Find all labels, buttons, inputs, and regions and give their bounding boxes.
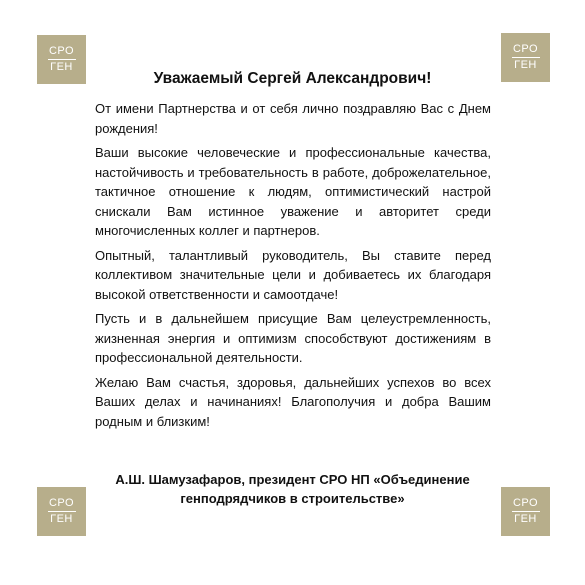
paragraph-leadership: Опытный, талантливый руководитель, Вы ставите перед коллективом значительные цели и добиваетесь их благодаря высокой ответственности и самоотдаче! — [95, 247, 491, 302]
paragraph-wishes: Пусть и в дальнейшем присущие Вам целеустремленность, жизненная энергия и оптимизм способствуют достижениям в профессиональной деятельности. — [95, 311, 491, 365]
greeting-title: Уважаемый Сергей Александрович! — [153, 70, 432, 87]
logo-text-top: СРО — [48, 497, 75, 509]
sro-gen-logo — [37, 487, 86, 536]
paragraph-qualities: Ваши высокие человеческие и профессиональные качества, настойчивость и требовательность в работе, доброжелательное, тактичное отношение к людям, оптимистический настрой снискали Вам истинное уважение и авторитет среди многочисленных коллег и партнеров. — [95, 145, 491, 238]
signature — [90, 470, 495, 508]
logo-divider — [512, 511, 540, 512]
logo-text-top: СРО — [48, 45, 75, 57]
logo-text-top: СРО — [512, 497, 539, 509]
logo-text-bottom: ГЕН — [50, 513, 73, 525]
logo-divider — [48, 59, 76, 60]
logo-text-bottom: ГЕН — [50, 61, 73, 73]
logo-divider — [512, 57, 540, 58]
letter-body — [95, 99, 491, 436]
sro-gen-logo — [501, 487, 550, 536]
logo-text-bottom: ГЕН — [514, 59, 537, 71]
logo-divider — [48, 511, 76, 512]
logo-text-top: СРО — [512, 43, 539, 55]
signature-line-1: А.Ш. Шамузафаров, президент СРО НП «Объединение — [115, 472, 470, 487]
paragraph-closing: Желаю Вам счастья, здоровья, дальнейших успехов во всех Ваших делах и начинаниях! Благополучия и добра Вашим родным и близким! — [95, 374, 491, 429]
logo-text-bottom: ГЕН — [514, 513, 537, 525]
paragraph-congratulation: От имени Партнерства и от себя лично поздравляю Вас с Днем рождения! — [95, 101, 491, 136]
signature-line-2: генподрядчиков в строительстве» — [180, 491, 405, 506]
